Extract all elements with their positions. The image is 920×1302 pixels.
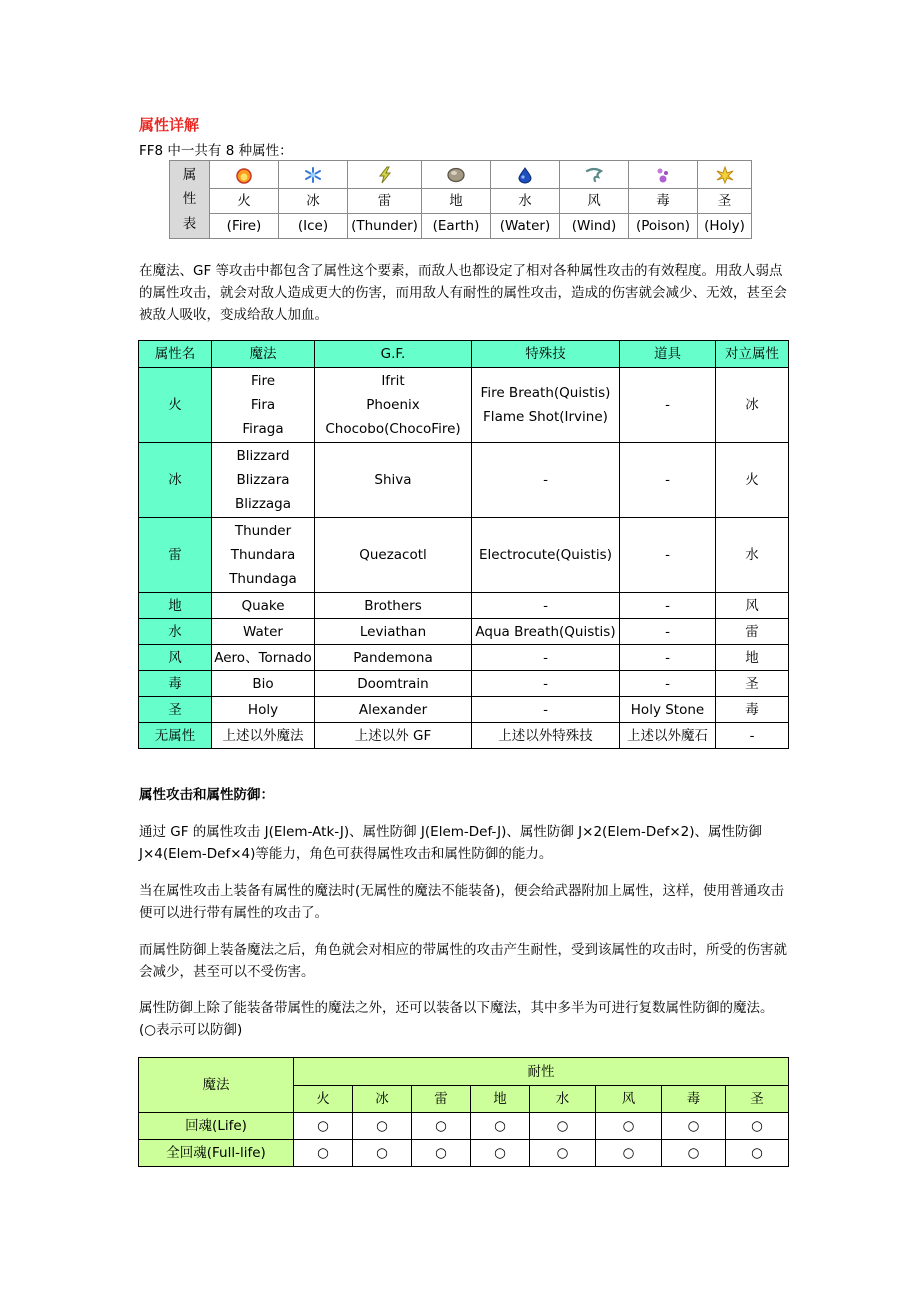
item-cell: - — [620, 368, 716, 443]
skill-cell: - — [472, 645, 620, 671]
item-cell: - — [620, 671, 716, 697]
resist-mark: ○ — [294, 1113, 353, 1140]
element-table-side-label: 属 性 表 — [170, 161, 210, 239]
earth-icon — [446, 166, 466, 184]
element-cn: 火 — [210, 189, 279, 214]
element-name-cell: 毒 — [139, 671, 212, 697]
gf-cell: 上述以外 GF — [315, 723, 472, 749]
resist-mark: ○ — [726, 1113, 789, 1140]
element-name-cell: 无属性 — [139, 723, 212, 749]
resist-mark: ○ — [596, 1140, 662, 1167]
resist-mark: ○ — [353, 1140, 412, 1167]
resist-element: 圣 — [726, 1086, 789, 1113]
thunder-icon — [375, 166, 395, 184]
skill-cell: Aqua Breath(Quistis) — [472, 619, 620, 645]
magic-cell: Thunder Thundara Thundaga — [212, 518, 315, 593]
gf-cell: Brothers — [315, 593, 472, 619]
element-cn: 水 — [491, 189, 560, 214]
paragraph-1: 在魔法、GF 等攻击中都包含了属性这个要素，而敌人也都设定了相对各种属性攻击的有效程度。用敌人弱点的属性攻击，就会对敌人造成更大的伤害，而用敌人有耐性的属性攻击，造成的伤害就会减少、无效，甚至会被敌人吸收，变成给敌人加血。 — [139, 263, 787, 323]
table-row — [139, 671, 789, 697]
element-cn: 雷 — [348, 189, 422, 214]
element-en: (Earth) — [422, 214, 491, 239]
gf-cell: Quezacotl — [315, 518, 472, 593]
header-cell: 对立属性 — [716, 341, 789, 368]
table-row — [139, 1140, 789, 1167]
element-en: (Water) — [491, 214, 560, 239]
element-en: (Fire) — [210, 214, 279, 239]
element-en: (Thunder) — [348, 214, 422, 239]
resist-mark: ○ — [662, 1140, 726, 1167]
fire-icon — [234, 166, 254, 184]
gf-cell: Ifrit Phoenix Chocobo(ChocoFire) — [315, 368, 472, 443]
element-name-cell: 火 — [139, 368, 212, 443]
magic-cell: Fire Fira Firaga — [212, 368, 315, 443]
table-row — [139, 368, 789, 443]
holy-icon — [715, 166, 735, 184]
resist-table — [138, 1057, 789, 1167]
resist-mark: ○ — [353, 1113, 412, 1140]
element-name-cell: 冰 — [139, 443, 212, 518]
ice-icon — [303, 166, 323, 184]
gf-cell: Doomtrain — [315, 671, 472, 697]
table-row — [139, 723, 789, 749]
element-cn: 风 — [560, 189, 629, 214]
header-cell: 魔法 — [212, 341, 315, 368]
intro-text: FF8 中一共有 8 种属性： — [139, 143, 293, 159]
opposite-cell: 水 — [716, 518, 789, 593]
magic-cell: Blizzard Blizzara Blizzaga — [212, 443, 315, 518]
element-table — [169, 160, 752, 239]
element-en: (Poison) — [629, 214, 698, 239]
magic-cell: Holy — [212, 697, 315, 723]
resist-element: 地 — [471, 1086, 530, 1113]
gf-cell: Pandemona — [315, 645, 472, 671]
opposite-cell: 风 — [716, 593, 789, 619]
item-cell: Holy Stone — [620, 697, 716, 723]
table-row — [139, 518, 789, 593]
resist-mark: ○ — [726, 1140, 789, 1167]
resist-element: 毒 — [662, 1086, 726, 1113]
resist-mark: ○ — [530, 1113, 596, 1140]
resist-mark: ○ — [471, 1113, 530, 1140]
skill-cell: - — [472, 443, 620, 518]
paragraph-5: 属性防御上除了能装备带属性的魔法之外，还可以装备以下魔法，其中多半为可进行复数属性防御的魔法。(○表示可以防御) — [139, 1000, 774, 1038]
header-cell: G.F. — [315, 341, 472, 368]
gf-cell: Leviathan — [315, 619, 472, 645]
magic-cell: Water — [212, 619, 315, 645]
element-name-cell: 圣 — [139, 697, 212, 723]
skill-cell: - — [472, 697, 620, 723]
table-row — [139, 593, 789, 619]
element-cn: 冰 — [279, 189, 348, 214]
attribute-table — [138, 340, 789, 749]
poison-icon — [653, 166, 673, 184]
resist-element: 冰 — [353, 1086, 412, 1113]
section-heading: 属性攻击和属性防御： — [139, 787, 274, 803]
element-cn: 毒 — [629, 189, 698, 214]
magic-cell: 上述以外魔法 — [212, 723, 315, 749]
header-cell: 特殊技 — [472, 341, 620, 368]
item-cell: - — [620, 619, 716, 645]
magic-cell: Quake — [212, 593, 315, 619]
gf-cell: Shiva — [315, 443, 472, 518]
item-cell: 上述以外魔石 — [620, 723, 716, 749]
skill-cell: 上述以外特殊技 — [472, 723, 620, 749]
magic-cell: Bio — [212, 671, 315, 697]
table-row — [139, 443, 789, 518]
resist-mark: ○ — [412, 1140, 471, 1167]
element-en: (Wind) — [560, 214, 629, 239]
wind-icon — [584, 166, 604, 184]
header-cell: 道具 — [620, 341, 716, 368]
opposite-cell: 圣 — [716, 671, 789, 697]
skill-cell: Electrocute(Quistis) — [472, 518, 620, 593]
resist-header: 耐性 — [294, 1058, 789, 1086]
paragraph-3: 当在属性攻击上装备有属性的魔法时(无属性的魔法不能装备)，便会给武器附加上属性，这样，使用普通攻击便可以进行带有属性的攻击了。 — [139, 883, 785, 921]
magic-cell: Aero、Tornado — [212, 645, 315, 671]
element-cn: 圣 — [698, 189, 752, 214]
item-cell: - — [620, 518, 716, 593]
element-en: (Ice) — [279, 214, 348, 239]
skill-cell: - — [472, 593, 620, 619]
table-row — [139, 1113, 789, 1140]
resist-mark: ○ — [596, 1113, 662, 1140]
opposite-cell: - — [716, 723, 789, 749]
item-cell: - — [620, 645, 716, 671]
resist-mark: ○ — [294, 1140, 353, 1167]
resist-mark: ○ — [662, 1113, 726, 1140]
table-row — [139, 645, 789, 671]
opposite-cell: 雷 — [716, 619, 789, 645]
resist-element: 火 — [294, 1086, 353, 1113]
resist-element: 风 — [596, 1086, 662, 1113]
resist-element: 雷 — [412, 1086, 471, 1113]
table-row — [139, 697, 789, 723]
opposite-cell: 毒 — [716, 697, 789, 723]
item-cell: - — [620, 593, 716, 619]
element-en: (Holy) — [698, 214, 752, 239]
resist-magic-name: 回魂(Life) — [139, 1113, 294, 1140]
skill-cell: - — [472, 671, 620, 697]
element-name-cell: 风 — [139, 645, 212, 671]
page-title: 属性详解 — [139, 116, 200, 134]
resist-mark: ○ — [471, 1140, 530, 1167]
element-name-cell: 地 — [139, 593, 212, 619]
header-cell: 属性名 — [139, 341, 212, 368]
paragraph-4: 而属性防御上装备魔法之后，角色就会对相应的带属性的攻击产生耐性，受到该属性的攻击时，所受的伤害就会减少，甚至可以不受伤害。 — [139, 942, 787, 980]
paragraph-2: 通过 GF 的属性攻击 J(Elem-Atk-J)、属性防御 J(Elem-Def-J)、属性防御 J×2(Elem-Def×2)、属性防御 J×4(Elem-Def×4)等能力，角色可获得属性攻击和属性防御的能力。 — [139, 824, 763, 862]
opposite-cell: 地 — [716, 645, 789, 671]
resist-magic-name: 全回魂(Full-life) — [139, 1140, 294, 1167]
element-name-cell: 水 — [139, 619, 212, 645]
skill-cell: Fire Breath(Quistis) Flame Shot(Irvine) — [472, 368, 620, 443]
gf-cell: Alexander — [315, 697, 472, 723]
table-row — [139, 619, 789, 645]
opposite-cell: 冰 — [716, 368, 789, 443]
item-cell: - — [620, 443, 716, 518]
resist-mark: ○ — [530, 1140, 596, 1167]
opposite-cell: 火 — [716, 443, 789, 518]
element-cn: 地 — [422, 189, 491, 214]
element-name-cell: 雷 — [139, 518, 212, 593]
resist-element: 水 — [530, 1086, 596, 1113]
magic-header: 魔法 — [139, 1058, 294, 1113]
resist-mark: ○ — [412, 1113, 471, 1140]
water-icon — [515, 166, 535, 184]
